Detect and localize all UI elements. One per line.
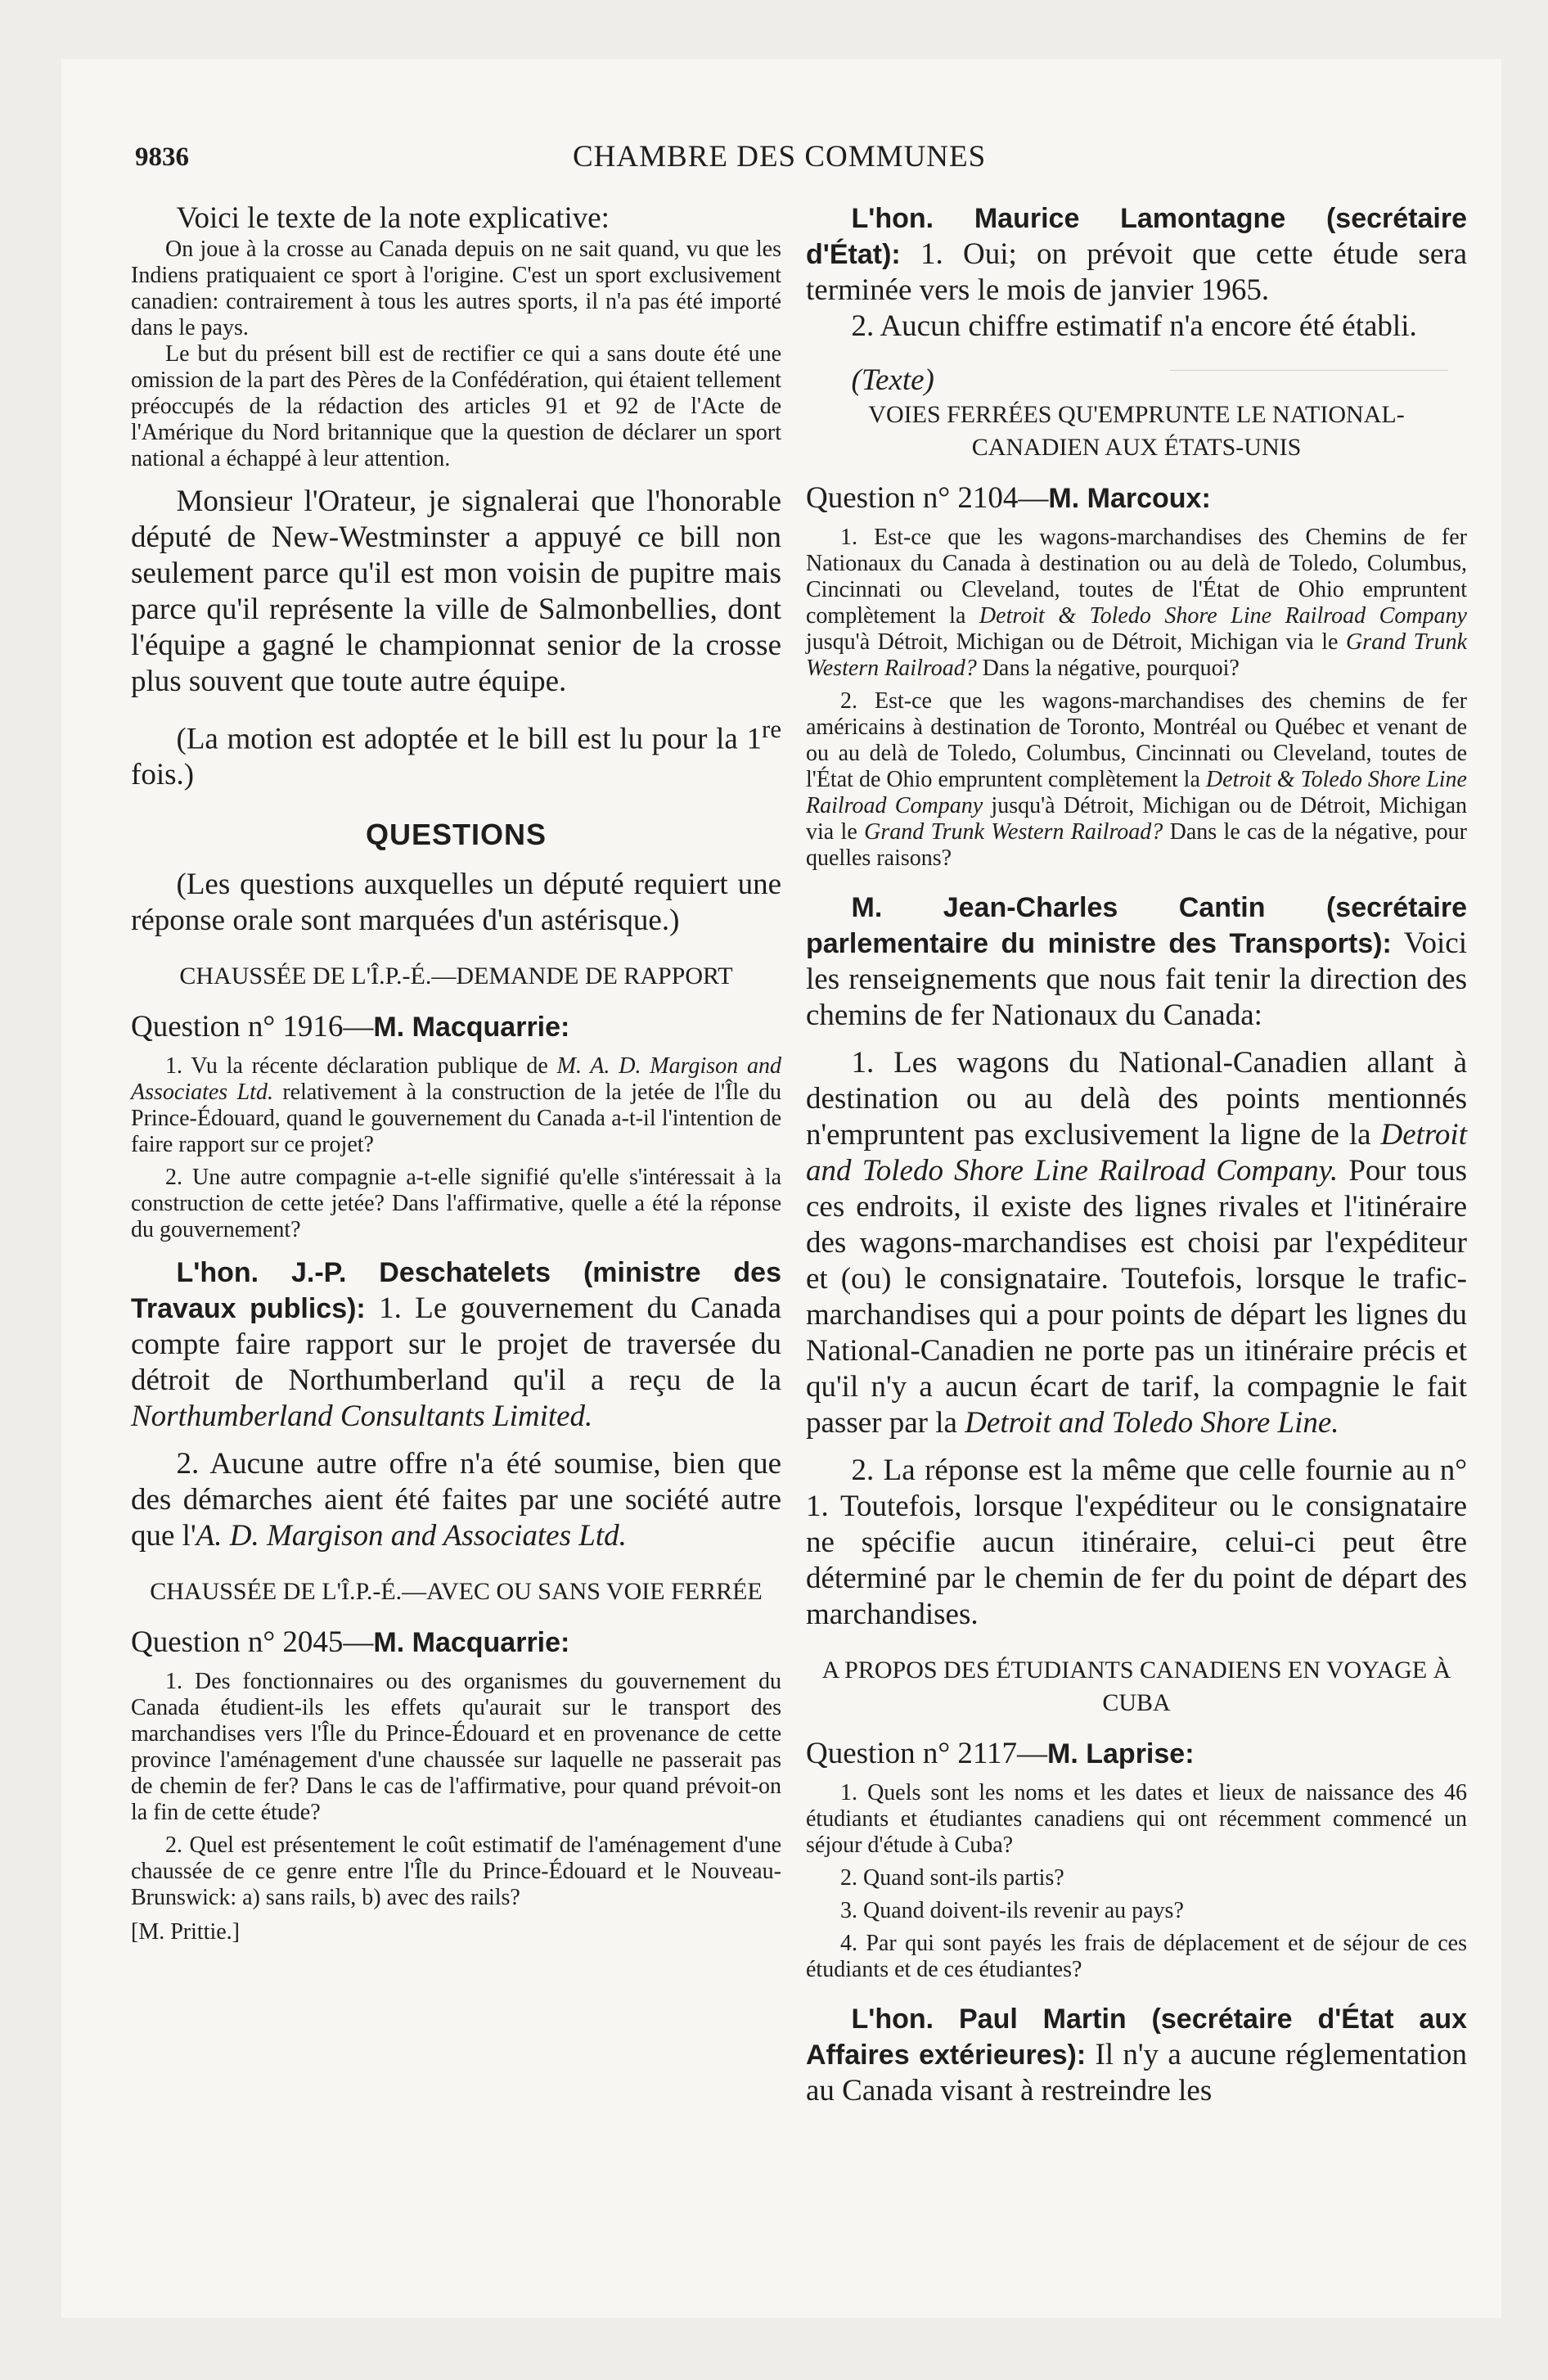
- question-2117-part-3: 3. Quand doivent-ils revenir au pays?: [840, 1898, 1184, 1923]
- section-heading-4: A PROPOS DES ÉTUDIANTS CANADIENS EN VOYAGE À CUBA: [821, 1657, 1451, 1716]
- note-paragraph-1: On joue à la crosse au Canada depuis on ne sait quand, vu que les Indiens pratiquaient ce sport à l'origine. C'est un sport exclusivement canadien: contrairement à tous les autres sports, il n'a pas été importé dans le pays.: [131, 237, 781, 340]
- question-2045-heading: Question n° 2045—M. Macquarrie:: [131, 1625, 570, 1660]
- note-paragraph-2: Le but du présent bill est de rectifier ce qui a sans doute été une omission de la part des Pères de la Confédération, qui étaient tellement préoccupés de la rédaction des articles 91 et 92 de l'Acte de l'Amérique du Nord britannique que la question de déclarer un sport national a échappé à leur attention.: [131, 341, 781, 471]
- speech-paragraph: Monsieur l'Orateur, je signalerai que l'honorable député de New-Westminster a appuyé ce bill non seulement parce qu'il est mon voisin de pupitre mais parce qu'il représente la ville de Salmonbellies, dont l'équipe a gagné le championnat senior de la crosse plus souvent que toute autre équipe.: [131, 485, 781, 698]
- section-heading-3: VOIES FERRÉES QU'EMPRUNTE LE NATIONAL-CANADIEN AUX ÉTATS-UNIS: [868, 401, 1405, 461]
- question-1916-part-1: 1. Vu la récente déclaration publique de M. A. D. Margison and Associates Ltd. relativement à la construction de la jetée de l'Île du Prince-Édouard, quand le gouvernement du Canada a-t-il l'intention de faire rapport sur ce projet?: [131, 1053, 782, 1158]
- page-number: 9836: [135, 142, 189, 172]
- answer-lamontagne-1: L'hon. Maurice Lamontagne (secrétaire d'État): 1. Oui; on prévoit que cette étude sera terminée vers le mois de janvier 1965.: [806, 203, 1467, 307]
- question-1916-part-2: 2. Une autre compagnie a-t-elle signifié qu'elle s'intéressait à la construction de cette jetée? Dans l'affirmative, quelle a été la réponse du gouvernement?: [131, 1165, 781, 1243]
- answer-martin: L'hon. Paul Martin (secrétaire d'État aux Affaires extérieures): Il n'y a aucune réglementation au Canada visant à restreindre les: [806, 2004, 1467, 2107]
- question-2045-part-2: 2. Quel est présentement le coût estimatif de l'aménagement d'une chaussée de ce genre entre l'Île du Prince-Édouard et le Nouveau-Brunswick: a) sans rails, b) avec des rails?: [131, 1832, 781, 1911]
- question-2117-heading: Question n° 2117—M. Laprise:: [806, 1737, 1195, 1770]
- question-1916-heading: Question n° 1916—M. Macquarrie:: [131, 1010, 570, 1044]
- left-column: [131, 201, 781, 1945]
- texte-label: (Texte): [851, 363, 934, 397]
- section-heading-2: CHAUSSÉE DE L'Î.P.-É.—AVEC OU SANS VOIE FERRÉE: [150, 1578, 763, 1606]
- question-2117-part-4: 4. Par qui sont payés les frais de déplacement et de séjour de ces étudiants et de ces étudiantes?: [806, 1931, 1467, 1982]
- questions-note: (Les questions auxquelles un député requiert une réponse orale sont marquées d'un astérisque.): [131, 868, 781, 938]
- speaker-signature: [M. Prittie.]: [131, 1919, 240, 1945]
- right-column: [806, 201, 1467, 2109]
- answer-cantin-intro: M. Jean-Charles Cantin (secrétaire parlementaire du ministre des Transports): Voici les renseignements que nous fait tenir la direction des chemins de fer Nationaux du Canada:: [806, 892, 1467, 1032]
- motion-adopted: (La motion est adoptée et le bill est lu pour la 1re fois.): [131, 715, 781, 792]
- question-2104-part-2: 2. Est-ce que les wagons-marchandises des chemins de fer américains à destination de Toronto, Montréal ou Québec et venant de ou au delà de Toledo, Columbus, Cincinnati ou Cleveland, toutes de l'État de Ohio empruntent complètement la Detroit & Toledo Shore Line Railroad Company jusqu'à Détroit, Michigan ou de Détroit, Michigan via le Grand Trunk Western Railroad? Dans le cas de la négative, pour quelles raisons?: [806, 688, 1468, 871]
- answer-deschatelets-1: L'hon. J.-P. Deschatelets (ministre des Travaux publics): 1. Le gouvernement du Canada compte faire rapport sur le projet de traversée du détroit de Northumberland qu'il a reçu de la Northumberland Consultants Limited.: [131, 1257, 781, 1434]
- question-2117-part-1: 1. Quels sont les noms et les dates et lieux de naissance des 46 étudiants et étudiantes canadiens qui ont récemment commencé un séjour d'étude à Cuba?: [806, 1780, 1467, 1858]
- questions-heading: QUESTIONS: [365, 818, 547, 852]
- note-intro: Voici le texte de la note explicative:: [176, 201, 610, 235]
- answer-cantin-1: 1. Les wagons du National-Canadien allant à destination ou au delà des points mentionnés n'empruntent pas exclusivement la ligne de la Detroit and Toledo Shore Line Railroad Company. Pour tous ces endroits, il existe des lignes rivales et l'itinéraire des wagons-marchandises est choisi par l'expéditeur et (ou) le consignataire. Toutefois, lorsque le trafic-marchandises qui a pour points de départ les lignes du National-Canadien ne porte pas un itinéraire précis et qu'il n'y a aucun écart de tarif, la compagnie le fait passer par la Detroit and Toledo Shore Line.: [806, 1046, 1468, 1440]
- answer-deschatelets-2: 2. Aucune autre offre n'a été soumise, bien que des démarches aient été faites par une société autre que l'A. D. Margison and Associates Ltd.: [131, 1447, 781, 1553]
- page-header-title: CHAMBRE DES COMMUNES: [573, 140, 987, 174]
- question-2104-heading: Question n° 2104—M. Marcoux:: [806, 481, 1211, 515]
- question-2104-part-1: 1. Est-ce que les wagons-marchandises des Chemins de fer Nationaux du Canada à destination ou au delà de Toledo, Columbus, Cincinnati ou Cleveland, toutes de l'État de Ohio empruntent complètement la Detroit & Toledo Shore Line Railroad Company jusqu'à Détroit, Michigan ou de Détroit, Michigan via le Grand Trunk Western Railroad? Dans la négative, pourquoi?: [806, 525, 1467, 681]
- question-2045-part-1: 1. Des fonctionnaires ou des organismes du gouvernement du Canada étudient-ils les effets qu'aurait sur le transport des marchandises vers l'Île du Prince-Édouard et en provenance de cette province l'aménagement d'une chaussée sur laquelle ne passerait pas de chemin de fer? Dans le cas de l'affirmative, pour quand prévoit-on la fin de cette étude?: [131, 1669, 781, 1826]
- question-2117-part-2: 2. Quand sont-ils partis?: [840, 1865, 1064, 1891]
- answer-lamontagne-2: 2. Aucun chiffre estimatif n'a encore été établi.: [851, 309, 1417, 343]
- answer-cantin-2: 2. La réponse est la même que celle fournie au n° 1. Toutefois, lorsque l'expéditeur ou le consignataire ne spécifie aucun itinéraire, celui-ci peut être déterminé par le chemin de fer du point de départ des marchandises.: [806, 1454, 1467, 1631]
- section-heading-1: CHAUSSÉE DE L'Î.P.-É.—DEMANDE DE RAPPORT: [179, 962, 733, 990]
